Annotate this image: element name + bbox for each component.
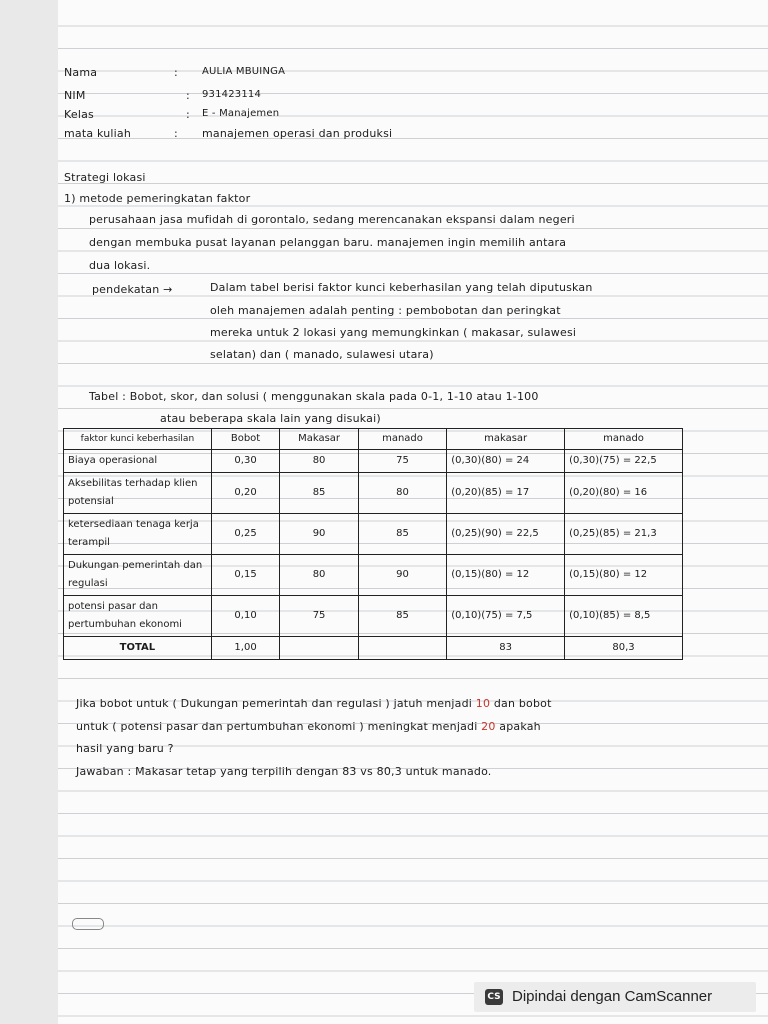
table-row xyxy=(64,555,683,596)
pencil-mark xyxy=(72,918,104,930)
paragraph-line-2: dengan membuka pusat layanan pelanggan baru. manajemen ingin memilih antara xyxy=(89,236,567,249)
camscanner-badge xyxy=(474,982,756,1012)
camscanner-text: Dipindai dengan CamScanner xyxy=(512,988,713,1005)
total-makasar: 83 xyxy=(447,637,565,660)
makasar-score-cell: 90 xyxy=(280,514,359,555)
nama-label: Nama xyxy=(64,66,98,79)
approach-label: pendekatan → xyxy=(92,283,173,296)
manado-calc-cell: (0,20)(80) = 16 xyxy=(565,473,683,514)
nim-label: NIM xyxy=(64,89,86,102)
total-bobot: 1,00 xyxy=(211,637,279,660)
method-heading: 1) metode pemeringkatan faktor xyxy=(64,192,251,205)
factor-cell: Biaya operasional xyxy=(64,450,212,473)
bobot-cell: 0,30 xyxy=(211,450,279,473)
bobot-cell: 0,10 xyxy=(211,596,279,637)
approach-line-4: selatan) dan ( manado, sulawesi utara) xyxy=(210,348,434,361)
manado-calc-cell: (0,25)(85) = 21,3 xyxy=(565,514,683,555)
approach-line-3: mereka untuk 2 lokasi yang memungkinkan ( makasar, sulawesi xyxy=(210,326,577,339)
total-manado: 80,3 xyxy=(565,637,683,660)
makasar-calc-cell: (0,15)(80) = 12 xyxy=(447,555,565,596)
makasar-calc-cell: (0,20)(85) = 17 xyxy=(447,473,565,514)
manado-score-cell: 85 xyxy=(358,514,446,555)
bobot-cell: 0,20 xyxy=(211,473,279,514)
bobot-cell: 0,15 xyxy=(211,555,279,596)
manado-score-cell: 85 xyxy=(358,596,446,637)
nama-sep: : xyxy=(174,66,178,79)
question-2-number: 20 xyxy=(481,720,496,733)
bobot-cell: 0,25 xyxy=(211,514,279,555)
table-total-row xyxy=(64,637,683,660)
approach-line-1: Dalam tabel berisi faktor kunci keberhasilan yang telah diputuskan xyxy=(210,281,593,294)
table-caption-1: Tabel : Bobot, skor, dan solusi ( menggunakan skala pada 0-1, 1-10 atau 1-100 xyxy=(89,390,539,403)
col-makasar-calc: makasar xyxy=(447,429,565,450)
table-header-row xyxy=(64,429,683,450)
table-row xyxy=(64,596,683,637)
kelas-label: Kelas xyxy=(64,108,94,121)
answer-line: Jawaban : Makasar tetap yang terpilih dengan 83 vs 80,3 untuk manado. xyxy=(76,765,492,778)
table-row xyxy=(64,450,683,473)
col-manado-score: manado xyxy=(358,429,446,450)
question-2a: untuk ( potensi pasar dan pertumbuhan ekonomi ) meningkat menjadi xyxy=(76,720,482,733)
approach-line-2: oleh manajemen adalah penting : pembobotan dan peringkat xyxy=(210,304,561,317)
makasar-calc-cell: (0,30)(80) = 24 xyxy=(447,450,565,473)
table-row xyxy=(64,473,683,514)
makasar-score-cell: 75 xyxy=(280,596,359,637)
factor-rating-table xyxy=(63,428,683,660)
manado-calc-cell: (0,30)(75) = 22,5 xyxy=(565,450,683,473)
nama-value: AULIA MBUINGA xyxy=(202,66,286,77)
table-row xyxy=(64,514,683,555)
manado-calc-cell: (0,15)(80) = 12 xyxy=(565,555,683,596)
matkul-value: manajemen operasi dan produksi xyxy=(202,127,393,140)
total-label: TOTAL xyxy=(64,637,212,660)
question-line-2 xyxy=(76,720,541,733)
factor-cell: Aksebilitas terhadap klien potensial xyxy=(64,473,212,514)
col-bobot: Bobot xyxy=(211,429,279,450)
paragraph-line-1: perusahaan jasa mufidah di gorontalo, sedang merencanakan ekspansi dalam negeri xyxy=(89,213,575,226)
kelas-sep: : xyxy=(186,108,190,121)
table-caption-2: atau beberapa skala lain yang disukai) xyxy=(160,412,381,425)
makasar-calc-cell: (0,25)(90) = 22,5 xyxy=(447,514,565,555)
nim-sep: : xyxy=(186,89,190,102)
manado-calc-cell: (0,10)(85) = 8,5 xyxy=(565,596,683,637)
total-empty-1 xyxy=(280,637,359,660)
paragraph-line-3: dua lokasi. xyxy=(89,259,151,272)
factor-cell: Dukungan pemerintah dan regulasi xyxy=(64,555,212,596)
col-manado-calc: manado xyxy=(565,429,683,450)
question-line-3: hasil yang baru ? xyxy=(76,742,174,755)
manado-score-cell: 80 xyxy=(358,473,446,514)
question-1-number: 10 xyxy=(475,697,491,710)
question-2b: apakah xyxy=(495,720,541,733)
makasar-score-cell: 80 xyxy=(280,450,359,473)
question-1a: Jika bobot untuk ( Dukungan pemerintah dan regulasi ) jatuh menjadi xyxy=(76,697,476,710)
col-makasar-score: Makasar xyxy=(280,429,359,450)
matkul-label: mata kuliah xyxy=(64,127,132,140)
manado-score-cell: 75 xyxy=(358,450,446,473)
camscanner-icon: CS xyxy=(485,989,503,1005)
kelas-value: E - Manajemen xyxy=(202,108,280,119)
total-empty-2 xyxy=(358,637,446,660)
question-1b: dan bobot xyxy=(490,697,552,710)
matkul-sep: : xyxy=(174,127,178,140)
factor-cell: ketersediaan tenaga kerja terampil xyxy=(64,514,212,555)
manado-score-cell: 90 xyxy=(358,555,446,596)
section-title: Strategi lokasi xyxy=(64,171,146,184)
makasar-calc-cell: (0,10)(75) = 7,5 xyxy=(447,596,565,637)
question-line-1 xyxy=(76,697,552,710)
factor-cell: potensi pasar dan pertumbuhan ekonomi xyxy=(64,596,212,637)
makasar-score-cell: 80 xyxy=(280,555,359,596)
nim-value: 931423114 xyxy=(202,89,262,100)
col-factor: faktor kunci keberhasilan xyxy=(64,429,212,450)
makasar-score-cell: 85 xyxy=(280,473,359,514)
